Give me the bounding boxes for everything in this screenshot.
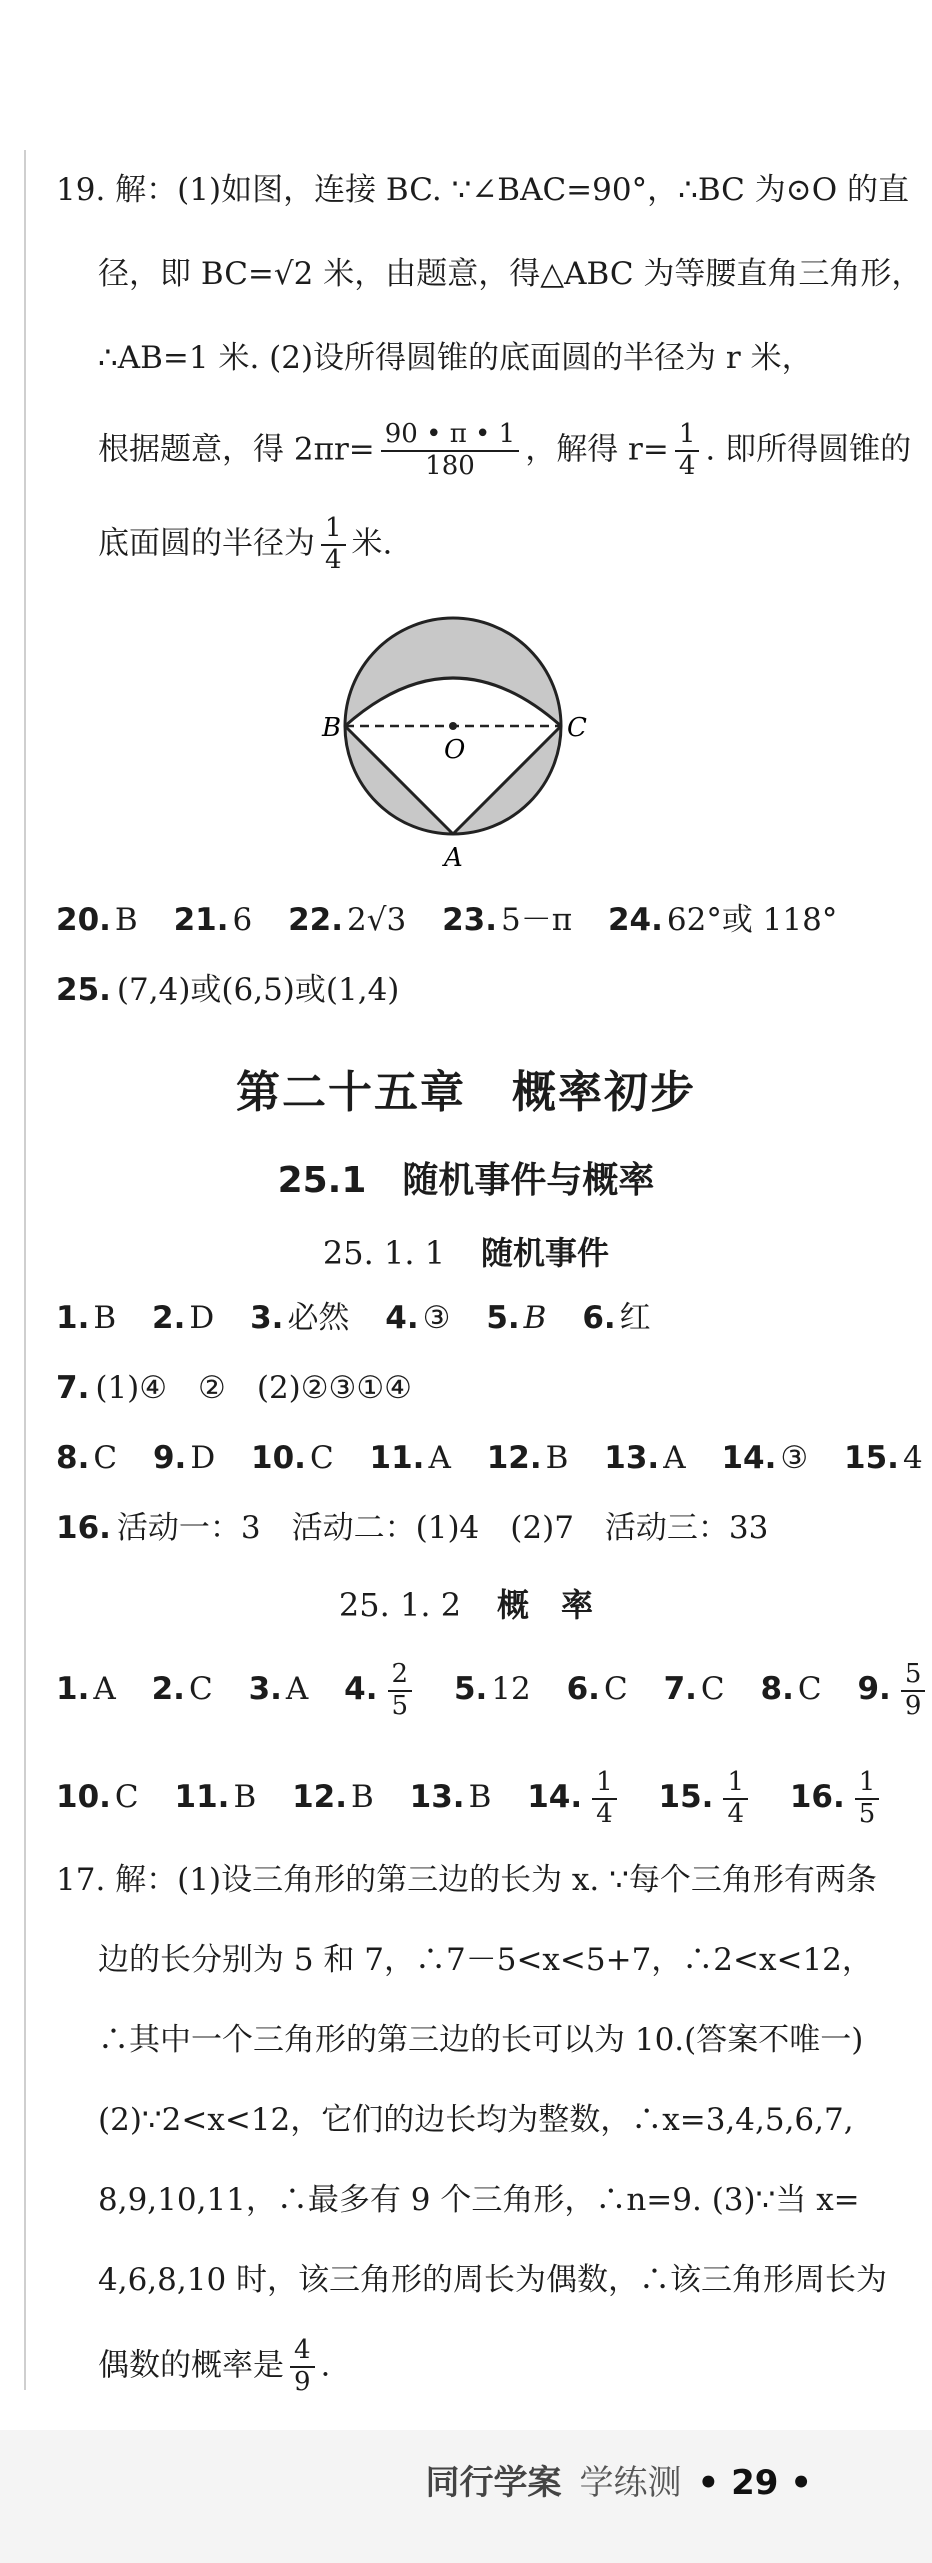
answer-value: C bbox=[603, 1671, 628, 1708]
answer-number: 23. bbox=[442, 902, 497, 938]
answer-value: A bbox=[428, 1440, 451, 1476]
answer-value: B bbox=[468, 1779, 492, 1816]
answer-number: 11. bbox=[369, 1440, 425, 1476]
answers-8-15 bbox=[56, 1436, 932, 1480]
fraction bbox=[381, 420, 519, 482]
fraction-den: 9 bbox=[904, 1690, 922, 1721]
answer-number: 4. bbox=[385, 1300, 419, 1336]
fraction-den: 4 bbox=[596, 1798, 613, 1829]
q19-line-2: 径，即 BC=√2 米，由题意，得△ABC 为等腰直角三角形， bbox=[98, 256, 923, 292]
answer-number: 16. bbox=[56, 1510, 111, 1546]
q17-line-7b: . bbox=[320, 2347, 331, 2384]
answer-value: 5－π bbox=[500, 902, 573, 938]
answer-item bbox=[250, 1300, 349, 1336]
answer-item bbox=[249, 1671, 309, 1707]
answer-item bbox=[153, 1440, 215, 1476]
answer-item bbox=[56, 1779, 139, 1815]
answer-number: 13. bbox=[409, 1779, 465, 1816]
subsection-name: 概 率 bbox=[497, 1586, 594, 1624]
answer-7 bbox=[56, 1366, 412, 1410]
brand-subtitle: 学练测 bbox=[579, 2463, 682, 2503]
answer-value: B bbox=[233, 1779, 257, 1816]
answer-item bbox=[288, 902, 406, 938]
answer-item bbox=[582, 1300, 650, 1336]
answer-item bbox=[175, 1779, 257, 1815]
answer-item bbox=[721, 1440, 808, 1476]
answer-value: 活动一：3 活动二：(1)4 (2)7 活动三：33 bbox=[116, 1510, 769, 1546]
section-25-1-title: 25.1 随机事件与概率 bbox=[277, 1160, 655, 1201]
answer-item bbox=[567, 1671, 628, 1707]
fraction-num: 1 bbox=[675, 420, 700, 452]
fraction-den: 4 bbox=[727, 1798, 744, 1829]
q17-line-2: 边的长分别为 5 和 7，∴7－5<x<5+7，∴2<x<12， bbox=[98, 1942, 873, 1978]
answer-number: 4. bbox=[344, 1671, 378, 1708]
answer-number: 3. bbox=[248, 1671, 282, 1708]
fraction bbox=[723, 1768, 748, 1830]
answer-item bbox=[56, 1671, 116, 1707]
answer-value: 2√3 bbox=[347, 902, 407, 938]
answer-value: 12 bbox=[491, 1671, 531, 1708]
fraction bbox=[321, 514, 346, 576]
answer-number: 14. bbox=[721, 1440, 777, 1476]
answer-item bbox=[56, 1440, 117, 1476]
label-b: B bbox=[322, 713, 342, 743]
answers-1-6 bbox=[56, 1296, 677, 1340]
q17-line-1: 17. 解：(1)设三角形的第三边的长为 x. ∵每个三角形有两条 bbox=[56, 1862, 877, 1898]
answer-item bbox=[56, 902, 138, 938]
answer-number: 25. bbox=[56, 972, 111, 1008]
answer-value: C bbox=[797, 1671, 822, 1708]
q17-line-5: 8,9,10,11，∴最多有 9 个三角形，∴n=9. (3)∵当 x= bbox=[98, 2182, 860, 2218]
answer-number: 14. bbox=[527, 1779, 583, 1816]
fraction-den: 4 bbox=[325, 544, 342, 575]
subsection-number: 25. 1. 2 bbox=[338, 1586, 462, 1624]
fraction-num: 4 bbox=[290, 2336, 315, 2368]
answer-number: 7. bbox=[663, 1671, 697, 1708]
answer-item bbox=[486, 1300, 546, 1336]
answer-item bbox=[442, 902, 572, 938]
answer-item bbox=[857, 1659, 931, 1721]
answer-value: B bbox=[351, 1779, 374, 1816]
q19-line-5 bbox=[98, 514, 392, 576]
subsection-25-1-2-title bbox=[0, 1580, 932, 1626]
fraction-num: 2 bbox=[388, 1660, 413, 1692]
answer-value: C bbox=[700, 1671, 725, 1708]
answer-number: 6. bbox=[566, 1671, 600, 1708]
answer-item bbox=[789, 1767, 885, 1829]
subsection-number: 25. 1. 1 bbox=[322, 1234, 446, 1272]
fraction-den: 5 bbox=[391, 1690, 409, 1721]
q17-line-3: ∴其中一个三角形的第三边的长可以为 10.(答案不唯一) bbox=[98, 2022, 864, 2058]
q19-line-4a: 根据题意，得 2πr= bbox=[98, 431, 375, 468]
answer-value: 红 bbox=[619, 1300, 651, 1336]
fraction bbox=[290, 2336, 315, 2398]
answer-value: B bbox=[114, 902, 138, 938]
answer-number: 8. bbox=[760, 1671, 794, 1708]
answer-number: 9. bbox=[857, 1671, 891, 1708]
answer-number: 2. bbox=[151, 1671, 185, 1708]
answer-number: 9. bbox=[152, 1440, 187, 1476]
answer-item bbox=[604, 1440, 685, 1476]
answer-number: 8. bbox=[56, 1440, 90, 1476]
answer-value: C bbox=[188, 1671, 213, 1708]
q19-line-4 bbox=[98, 420, 911, 482]
answers-10-16 bbox=[56, 1768, 911, 1830]
fraction bbox=[855, 1768, 880, 1830]
fraction bbox=[388, 1660, 413, 1722]
q19-line-1: 19. 解：(1)如图，连接 BC. ∵∠BAC=90°，∴BC 为⊙O 的直 bbox=[56, 172, 909, 208]
fraction-num: 5 bbox=[901, 1660, 926, 1692]
answer-value: C bbox=[309, 1440, 334, 1476]
fraction-num: 1 bbox=[855, 1768, 880, 1800]
answer-number: 22. bbox=[288, 902, 343, 938]
answer-number: 5. bbox=[486, 1300, 520, 1336]
answer-number: 5. bbox=[453, 1671, 488, 1708]
label-c: C bbox=[567, 713, 587, 743]
footer-brand bbox=[426, 2455, 812, 2504]
answer-item bbox=[385, 1300, 450, 1336]
q19-line-4c: . 即所得圆锥的 bbox=[705, 431, 912, 468]
fraction-num: 1 bbox=[321, 514, 346, 546]
answer-value: C bbox=[114, 1779, 139, 1816]
q17-line-6: 4,6,8,10 时，该三角形的周长为偶数，∴该三角形周长为 bbox=[98, 2262, 888, 2298]
answer-number: 15. bbox=[658, 1779, 714, 1816]
chapter-title: 第二十五章 概率初步 bbox=[236, 1067, 696, 1118]
answer-value: A bbox=[285, 1671, 309, 1708]
page-number: • 29 • bbox=[697, 2463, 812, 2503]
fraction-num: 1 bbox=[592, 1768, 617, 1800]
circle-figure bbox=[320, 600, 620, 870]
q19-line-5a: 底面圆的半径为 bbox=[98, 525, 315, 562]
answer-item bbox=[487, 1440, 569, 1476]
brand-name: 同行学案 bbox=[425, 2463, 562, 2503]
answer-number: 3. bbox=[250, 1300, 284, 1336]
answer-number: 7. bbox=[56, 1370, 90, 1406]
answer-value: B bbox=[545, 1440, 569, 1476]
q17-line-4: (2)∵2<x<12，它们的边长均为整数，∴x=3,4,5,6,7, bbox=[98, 2102, 854, 2138]
answer-item bbox=[251, 1440, 334, 1476]
answer-number: 24. bbox=[607, 902, 663, 938]
fraction bbox=[675, 420, 700, 482]
q19-line-4b: ，解得 r= bbox=[525, 431, 669, 468]
answers-20-24 bbox=[56, 898, 863, 942]
answer-item bbox=[174, 902, 253, 938]
answer-number: 10. bbox=[56, 1779, 111, 1816]
answer-number: 2. bbox=[152, 1300, 186, 1336]
answer-value: (7,4)或(6,5)或(1,4) bbox=[116, 972, 400, 1008]
answer-value: A bbox=[93, 1671, 116, 1708]
answer-value: 62°或 118° bbox=[666, 902, 838, 938]
answer-item bbox=[152, 1300, 214, 1336]
answer-item bbox=[56, 1300, 116, 1336]
answer-16 bbox=[56, 1506, 768, 1550]
answer-item bbox=[844, 1440, 923, 1476]
answer-number: 1. bbox=[56, 1300, 90, 1336]
center-point bbox=[449, 722, 457, 730]
answer-value: 必然 bbox=[287, 1300, 350, 1336]
answer-number: 13. bbox=[604, 1440, 660, 1476]
q17-line-7a: 偶数的概率是 bbox=[98, 2347, 284, 2384]
answer-item bbox=[292, 1779, 374, 1815]
q19-line-5b: 米. bbox=[351, 525, 393, 562]
fraction-den: 180 bbox=[425, 450, 475, 481]
answer-value: B bbox=[523, 1300, 547, 1336]
answer-value: ③ bbox=[422, 1300, 451, 1336]
answer-number: 10. bbox=[251, 1440, 306, 1476]
answer-item bbox=[527, 1767, 622, 1829]
fraction-num: 90 • π • 1 bbox=[381, 420, 519, 452]
answer-value: 6 bbox=[232, 902, 253, 938]
answer-item bbox=[761, 1671, 822, 1707]
answer-number: 16. bbox=[789, 1779, 845, 1816]
answer-value: 4 bbox=[902, 1440, 923, 1476]
answer-value: (1)④ ② (2)②③①④ bbox=[95, 1370, 412, 1406]
answer-value: D bbox=[189, 1300, 215, 1336]
answer-item bbox=[454, 1671, 531, 1707]
answer-item bbox=[344, 1659, 418, 1721]
answer-number: 1. bbox=[56, 1671, 90, 1708]
subsection-25-1-1-title bbox=[0, 1228, 932, 1274]
answer-number: 11. bbox=[174, 1779, 230, 1816]
fraction bbox=[592, 1768, 617, 1830]
fraction-den: 4 bbox=[678, 450, 696, 481]
q19-line-3: ∴AB=1 米. (2)设所得圆锥的底面圆的半径为 r 米， bbox=[98, 340, 813, 376]
answer-number: 6. bbox=[582, 1300, 616, 1336]
answer-item bbox=[608, 902, 837, 938]
answers-1-9 bbox=[56, 1660, 932, 1722]
answer-number: 20. bbox=[56, 902, 111, 938]
answer-value: C bbox=[93, 1440, 118, 1476]
answer-25 bbox=[56, 968, 399, 1012]
answer-number: 21. bbox=[173, 902, 229, 938]
label-a: A bbox=[444, 843, 463, 870]
answer-value: A bbox=[663, 1440, 686, 1476]
fraction-num: 1 bbox=[723, 1768, 748, 1800]
answer-item bbox=[658, 1767, 754, 1829]
answer-number: 12. bbox=[486, 1440, 542, 1476]
answer-value: ③ bbox=[780, 1440, 809, 1476]
answer-item bbox=[152, 1671, 213, 1707]
answer-number: 15. bbox=[844, 1440, 899, 1476]
answer-value: B bbox=[93, 1300, 117, 1336]
subsection-name: 随机事件 bbox=[481, 1234, 610, 1272]
q17-line-7 bbox=[98, 2336, 330, 2398]
answer-item bbox=[370, 1440, 451, 1476]
answer-item bbox=[664, 1671, 725, 1707]
label-o: O bbox=[444, 735, 466, 765]
answer-item bbox=[410, 1779, 492, 1815]
answer-value: D bbox=[190, 1440, 216, 1476]
fraction-den: 5 bbox=[858, 1798, 876, 1829]
fraction bbox=[901, 1660, 926, 1722]
fraction-den: 9 bbox=[294, 2366, 311, 2397]
answer-number: 12. bbox=[292, 1779, 347, 1816]
